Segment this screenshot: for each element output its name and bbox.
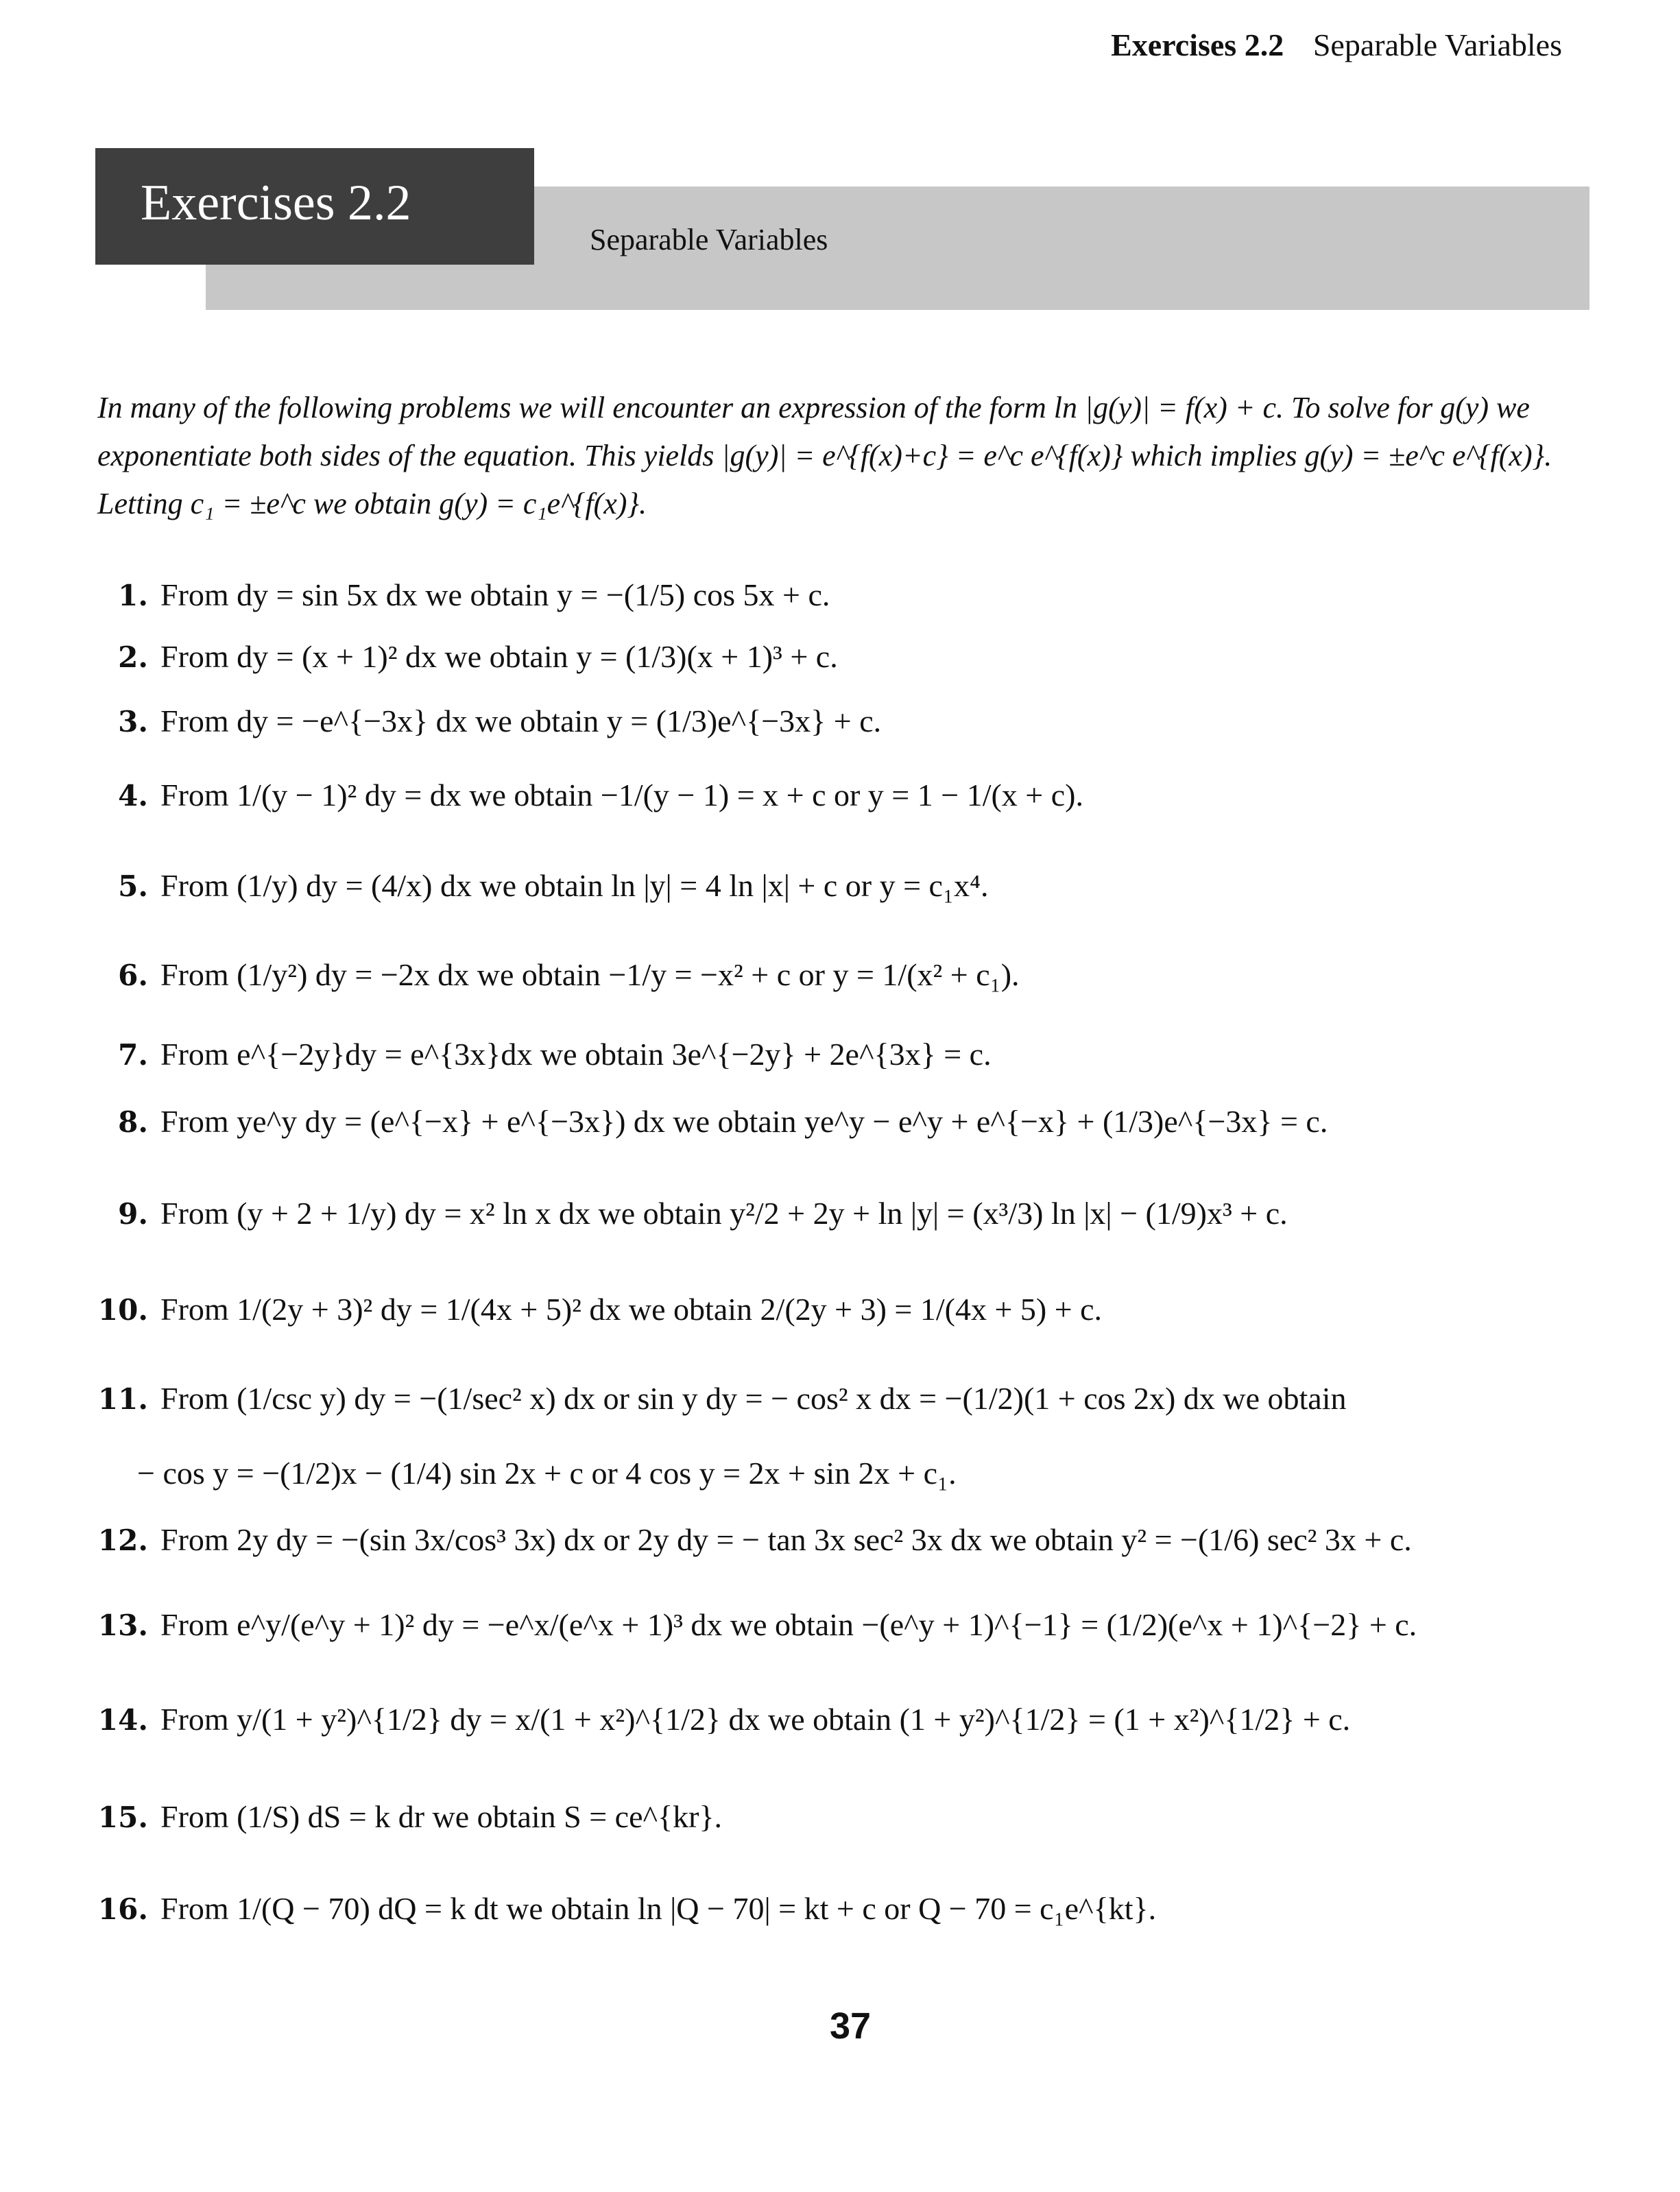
problem-item: 16. From 1/(Q − 70) dQ = k dt we obtain ln |Q − 70| = kt + c or Q − 70 = c₁e^{kt}.: [97, 1891, 1157, 1926]
problem-item: 14. From y/(1 + y²)^{1/2} dy = x/(1 + x²)^{1/2} dx we obtain (1 + y²)^{1/2} = (1 + x²)^{1/2} + c.: [97, 1702, 1351, 1737]
problem-item: 1. From dy = sin 5x dx we obtain y = −(1/5) cos 5x + c.: [118, 577, 830, 612]
problem-item: 9. From (y + 2 + 1/y) dy = x² ln x dx we obtain y²/2 + 2y + ln |y| = (x³/3) ln |x| − (1/9)x³ + c.: [118, 1196, 1288, 1231]
problem-item: 2. From dy = (x + 1)² dx we obtain y = (1/3)(x + 1)³ + c.: [118, 639, 838, 674]
problem-item: 12. From 2y dy = −(sin 3x/cos³ 3x) dx or 2y dy = − tan 3x sec² 3x dx we obtain y² = −(1/6) sec² 3x + c.: [97, 1522, 1412, 1557]
intro-paragraph: In many of the following problems we will encounter an expression of the form ln |g(y)| = f(x) + c. To solve for g(y) we exponentiate both sides of the equation. This yields |g(y)| = e^{f(x)+c} = e^c e^{f(x)} which implies g(y) = ±e^c e^{f(x)}. Letting c₁ = ±e^c we obtain g(y) = c₁e^{f(x)}.: [97, 391, 1552, 520]
section-subtitle: Separable Variables: [590, 223, 828, 256]
problem-item: 11. From (1/csc y) dy = −(1/sec² x) dx or sin y dy = − cos² x dx = −(1/2)(1 + cos 2x) dx we obtain: [97, 1381, 1347, 1416]
problem-item: 7. From e^{−2y}dy = e^{3x}dx we obtain 3e^{−2y} + 2e^{3x} = c.: [118, 1037, 992, 1072]
problem-item-continuation: − cos y = −(1/2)x − (1/4) sin 2x + c or 4 cos y = 2x + sin 2x + c₁.: [137, 1456, 957, 1491]
problem-item: 8. From ye^y dy = (e^{−x} + e^{−3x}) dx we obtain ye^y − e^y + e^{−x} + (1/3)e^{−3x} = c.: [118, 1104, 1328, 1139]
section-title: Exercises 2.2: [141, 175, 411, 231]
page-number: 37: [830, 2006, 872, 2047]
problem-item: 4. From 1/(y − 1)² dy = dx we obtain −1/(y − 1) = x + c or y = 1 − 1/(x + c).: [118, 778, 1083, 812]
problem-item: 3. From dy = −e^{−3x} dx we obtain y = (1/3)e^{−3x} + c.: [118, 703, 882, 738]
problem-item: 15. From (1/S) dS = k dr we obtain S = ce^{kr}.: [97, 1799, 723, 1834]
running-head-title: Separable Variables: [1312, 27, 1562, 62]
running-head-section: Exercises 2.2: [1111, 27, 1284, 62]
problem-item: 10. From 1/(2y + 3)² dy = 1/(4x + 5)² dx we obtain 2/(2y + 3) = 1/(4x + 5) + c.: [97, 1292, 1103, 1327]
problem-item: 6. From (1/y²) dy = −2x dx we obtain −1/y = −x² + c or y = 1/(x² + c₁).: [118, 957, 1020, 992]
problem-item: 13. From e^y/(e^y + 1)² dy = −e^x/(e^x + 1)³ dx we obtain −(e^y + 1)^{−1} = (1/2)(e^x + 1)^{−2} + c.: [97, 1607, 1417, 1642]
problem-item: 5. From (1/y) dy = (4/x) dx we obtain ln |y| = 4 ln |x| + c or y = c₁x⁴.: [118, 868, 989, 903]
